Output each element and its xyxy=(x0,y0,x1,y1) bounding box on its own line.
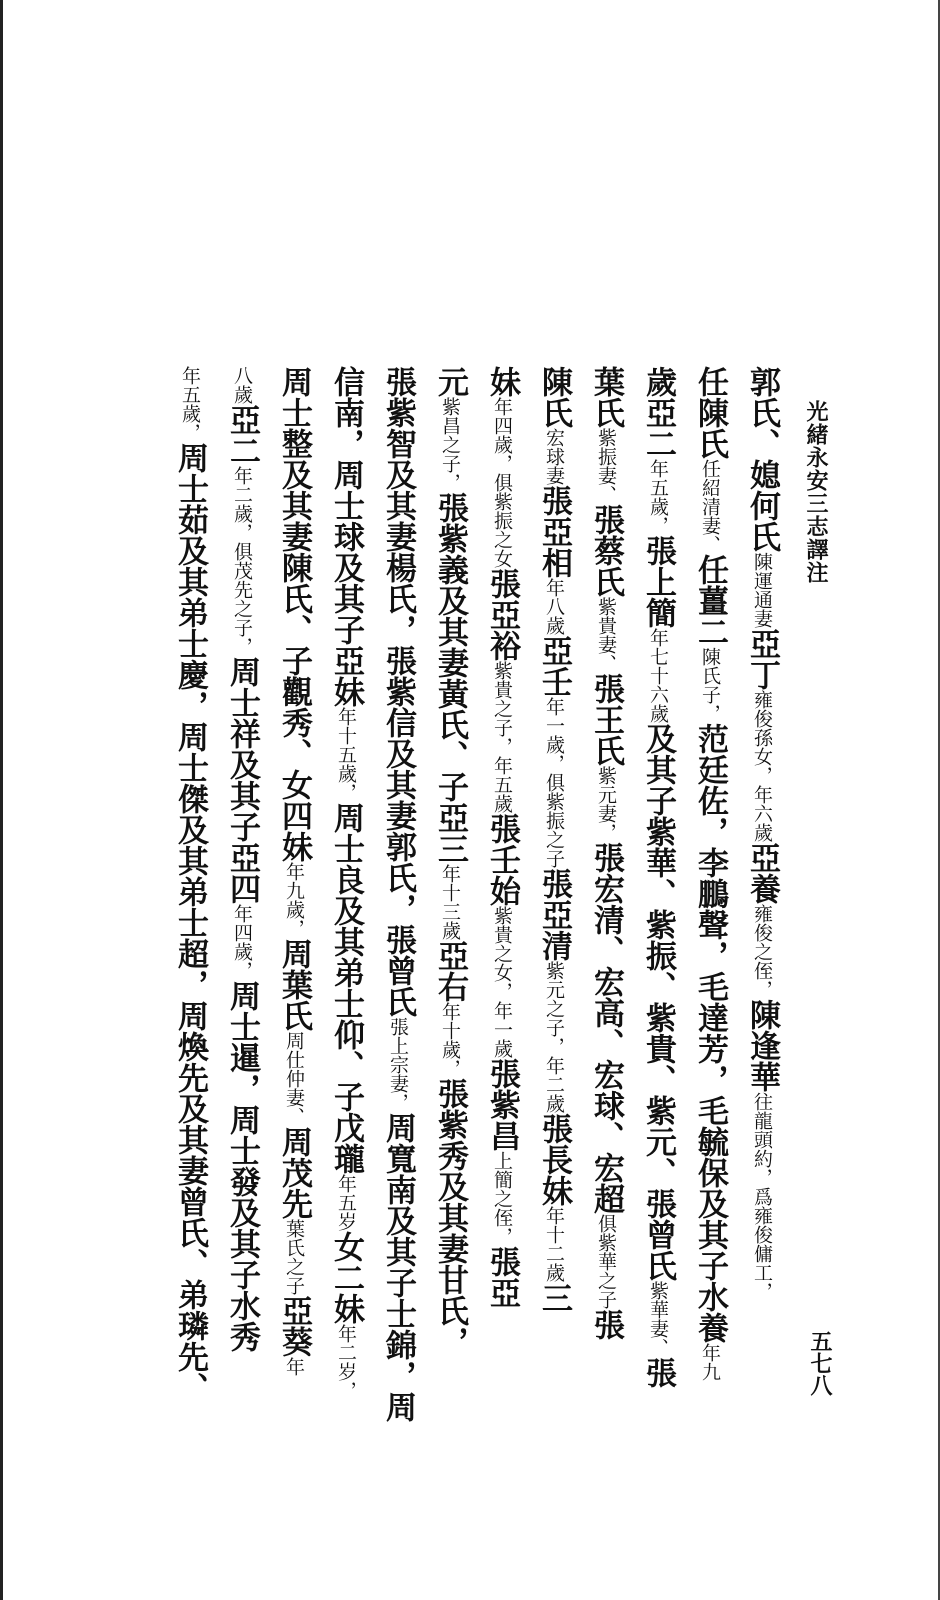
main-text: 郭氏、媳何氏 xyxy=(744,366,780,552)
text-column xyxy=(684,366,736,1486)
interlinear-note: 紫貴妻、 xyxy=(595,597,617,673)
main-text: 張王氏 xyxy=(588,673,624,766)
interlinear-note: 紫昌之子， xyxy=(439,397,461,492)
main-text: 張蔡氏 xyxy=(588,504,624,597)
main-text: 張上簡 xyxy=(640,535,676,628)
interlinear-note: 年二岁， xyxy=(335,1324,357,1400)
main-text: 周士祥及其子亞四 xyxy=(224,656,260,904)
main-text: 元 xyxy=(432,366,468,397)
main-text: 任薑二 xyxy=(692,554,728,647)
main-text: 妹 xyxy=(484,366,520,397)
main-text: 周士茹及其弟士慶，周士傑及其弟士超，周煥先及其妻曾氏、弟璘先、 xyxy=(172,442,208,1403)
main-text: 周寬南及其子士錦，周 xyxy=(380,1112,416,1422)
main-text: 張紫昌 xyxy=(484,1058,520,1151)
main-text: 女二妹 xyxy=(328,1231,364,1324)
interlinear-note: 年九歲， xyxy=(283,862,305,938)
interlinear-note: 紫振妻、 xyxy=(595,428,617,504)
main-text: 張亞相 xyxy=(536,485,572,578)
main-text: 信南，周士球及其子亞妹 xyxy=(328,366,364,707)
main-text: 及其子紫華、紫振、紫貴、紫元、張曾氏 xyxy=(640,723,676,1281)
main-text: 張亞裕 xyxy=(484,568,520,661)
interlinear-note: 俱紫華之子 xyxy=(595,1214,617,1309)
interlinear-note: 陳運通妻 xyxy=(751,552,773,628)
scan-edge-left xyxy=(0,0,3,1600)
text-column xyxy=(372,366,424,1486)
main-text: 周茂先 xyxy=(276,1126,312,1219)
interlinear-note: 紫元之子，年二歲 xyxy=(543,961,565,1113)
interlinear-note: 雍俊之侄， xyxy=(751,904,773,999)
interlinear-note: 宏球妻 xyxy=(543,428,565,485)
main-text: 張壬始 xyxy=(484,813,520,906)
interlinear-note: 年十三歲 xyxy=(439,864,461,940)
running-head: 光緒永安三志譯注 xyxy=(803,400,829,584)
interlinear-note: 年四歲， xyxy=(231,904,253,980)
interlinear-note: 陳氏子， xyxy=(699,647,721,723)
interlinear-note: 周仕仲妻、 xyxy=(283,1031,305,1126)
interlinear-note: 年八歲 xyxy=(543,578,565,635)
interlinear-note: 紫貴之女，年一歲 xyxy=(491,906,513,1058)
vertical-text-block xyxy=(128,366,788,1486)
interlinear-note: 年一歲，俱紫振之子 xyxy=(543,697,565,868)
main-text: 張紫秀及其妻甘氏， xyxy=(432,1078,468,1357)
interlinear-note: 年五歲， xyxy=(647,459,669,535)
main-text: 亞壬 xyxy=(536,635,572,697)
interlinear-note: 雍俊孫女，年六歲 xyxy=(751,690,773,842)
main-text: 周士整及其妻陳氏、子觀秀、女四妹 xyxy=(276,366,312,862)
interlinear-note: 往龍頭約，爲雍俊傭工， xyxy=(751,1092,773,1301)
interlinear-note: 紫元妻， xyxy=(595,766,617,842)
text-column xyxy=(268,366,320,1486)
text-column xyxy=(320,366,372,1486)
text-column xyxy=(476,366,528,1486)
text-column xyxy=(632,366,684,1486)
interlinear-note: 八歲 xyxy=(231,366,253,404)
interlinear-note: 葉氏之子 xyxy=(283,1219,305,1295)
main-text: 張宏清、宏高、宏球、宏超 xyxy=(588,842,624,1214)
interlinear-note: 任紹清妻、 xyxy=(699,459,721,554)
main-text: 張亞 xyxy=(484,1246,520,1308)
main-text: 張紫智及其妻楊氏，張紫信及其妻郭氏，張曾氏 xyxy=(380,366,416,1017)
interlinear-note: 年 xyxy=(283,1357,305,1376)
main-text: 范廷佐，李鵬聲，毛達芳，毛毓保及其子水養 xyxy=(692,723,728,1343)
interlinear-note: 年十五歲， xyxy=(335,707,357,802)
main-text: 亞養 xyxy=(744,842,780,904)
main-text: 張長妹 xyxy=(536,1113,572,1206)
main-text: 周葉氏 xyxy=(276,938,312,1031)
text-column xyxy=(580,366,632,1486)
page-number: 五七八 xyxy=(807,1330,833,1396)
text-column xyxy=(528,366,580,1486)
interlinear-note: 年五歲， xyxy=(179,366,201,442)
interlinear-note: 紫貴之子，年五歲 xyxy=(491,661,513,813)
interlinear-note: 張上宗妻， xyxy=(387,1017,409,1112)
interlinear-note: 上簡之侄， xyxy=(491,1151,513,1246)
main-text: 三 xyxy=(536,1282,572,1313)
text-column xyxy=(424,366,476,1486)
main-text: 亞右 xyxy=(432,940,468,1002)
interlinear-note: 年十歲， xyxy=(439,1002,461,1078)
main-text: 周士暹，周士發及其子水秀 xyxy=(224,980,260,1352)
main-text: 亞二 xyxy=(224,404,260,466)
main-text: 張紫義及其妻黃氏、子亞三 xyxy=(432,492,468,864)
main-text: 陳氏 xyxy=(536,366,572,428)
interlinear-note: 年十二歲 xyxy=(543,1206,565,1282)
text-column xyxy=(736,366,788,1486)
main-text: 歲亞二 xyxy=(640,366,676,459)
text-column xyxy=(216,366,268,1486)
interlinear-note: 紫華妻、 xyxy=(647,1281,669,1357)
interlinear-note: 年五岁 xyxy=(335,1174,357,1231)
main-text: 張 xyxy=(588,1309,624,1340)
main-text: 葉氏 xyxy=(588,366,624,428)
main-text: 任陳氏 xyxy=(692,366,728,459)
main-text: 張亞清 xyxy=(536,868,572,961)
main-text: 陳逢華 xyxy=(744,999,780,1092)
text-column xyxy=(164,366,216,1486)
interlinear-note: 年九 xyxy=(699,1343,721,1381)
interlinear-note: 年七十六歲 xyxy=(647,628,669,723)
main-text: 張 xyxy=(640,1357,676,1388)
main-text: 亞葵 xyxy=(276,1295,312,1357)
interlinear-note: 年四歲，俱紫振之女 xyxy=(491,397,513,568)
main-text: 周士良及其弟士仰、子戊瓏 xyxy=(328,802,364,1174)
main-text: 亞丁 xyxy=(744,628,780,690)
interlinear-note: 年二歲，俱茂先之子， xyxy=(231,466,253,656)
